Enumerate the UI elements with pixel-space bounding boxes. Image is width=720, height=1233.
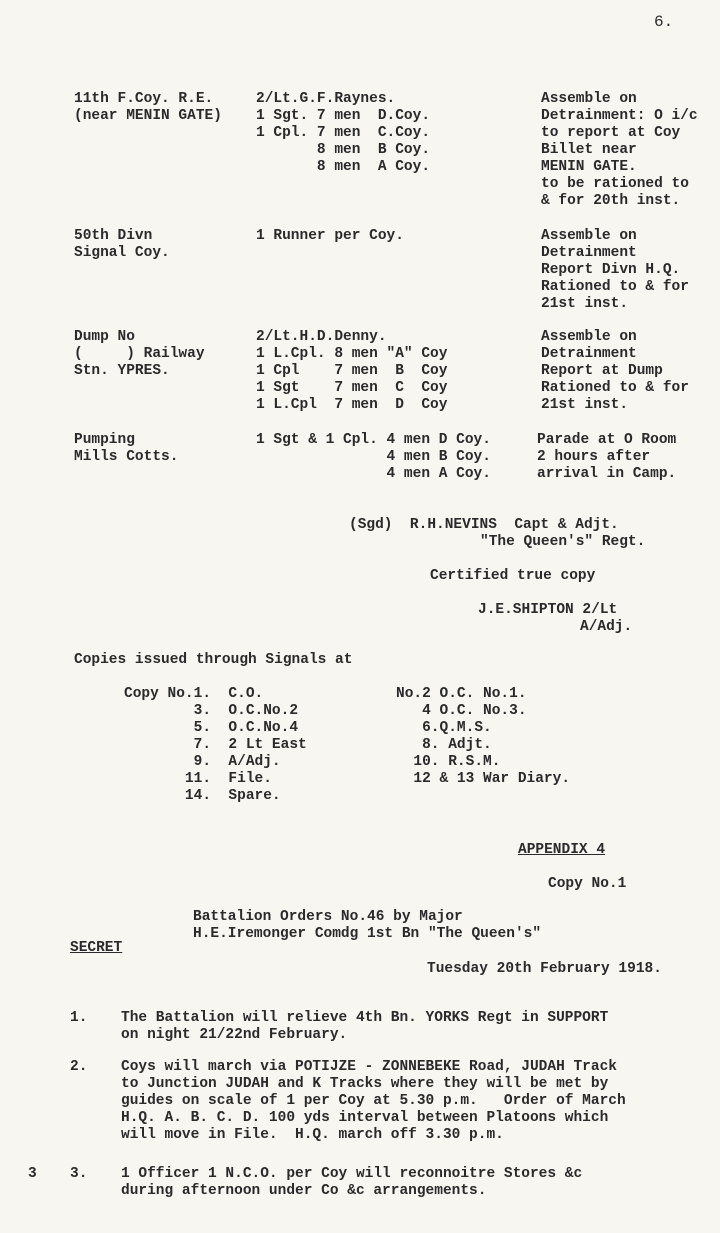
unit-name-line: 11th F.Coy. R.E. [74,91,214,107]
unit-note-line: to be rationed to [541,176,689,192]
unit-note-line: 2 hours after [537,449,651,465]
copy-entry: 11. File. [124,771,272,787]
copy-entry: 5. O.C.No.4 [124,720,299,736]
paragraph-line: will move in File. H.Q. march off 3.30 p.m. [121,1127,504,1143]
paragraph-line: The Battalion will relieve 4th Bn. YORKS Regt in SUPPORT [121,1010,609,1026]
copy-entry: No.2 O.C. No.1. [396,686,527,702]
unit-note-line: 21st inst. [541,296,629,312]
order-title: Battalion Orders No.46 by Major [193,909,463,925]
unit-name-line: Mills Cotts. [74,449,179,465]
certifier-title: A/Adj. [580,619,633,635]
unit-name-line: ( ) Railway [74,346,205,362]
paragraph-line: guides on scale of 1 per Coy at 5.30 p.m. Order of March [121,1093,626,1109]
order-title: H.E.Iremonger Comdg 1st Bn "The Queen's" [193,926,542,942]
unit-note-line: Report at Dump [541,363,663,379]
unit-note-line: Assemble on [541,91,637,107]
paragraph-line: during afternoon under Co &c arrangements. [121,1183,487,1199]
unit-men-line: 1 Cpl. 7 men C.Coy. [256,125,431,141]
unit-note-line: Report Divn H.Q. [541,262,681,278]
unit-men-line: 8 men B Coy. [256,142,431,158]
order-date: Tuesday 20th February 1918. [427,961,662,977]
unit-men-line: 1 Cpl 7 men B Coy [256,363,448,379]
unit-note-line: Detrainment [541,346,637,362]
unit-name-line: Pumping [74,432,135,448]
unit-note-line: MENIN GATE. [541,159,637,175]
unit-note-line: & for 20th inst. [541,193,681,209]
copy-number: Copy No.1 [548,876,627,892]
copy-entry: 10. R.S.M. [396,754,501,770]
unit-officer: 2/Lt.H.D.Denny. [256,329,387,345]
paragraph-line: to Junction JUDAH and K Tracks where they will be met by [121,1076,609,1092]
unit-note-line: Rationed to & for [541,380,689,396]
unit-note-line: Rationed to & for [541,279,689,295]
paragraph-number: 3. [70,1166,88,1182]
unit-men-line: 1 Runner per Coy. [256,228,404,244]
paragraph-number: 2. [70,1059,88,1075]
unit-note-line: Detrainment: O i/c [541,108,698,124]
paragraph-line: on night 21/22nd February. [121,1027,348,1043]
unit-men-line: 8 men A Coy. [256,159,431,175]
paragraph-number: 1. [70,1010,88,1026]
unit-men-line: 4 men A Coy. [256,466,491,482]
certified-true-copy: Certified true copy [430,568,596,584]
copies-heading: Copies issued through Signals at [74,652,353,668]
unit-men-line: 1 L.Cpl. 8 men "A" Coy [256,346,448,362]
unit-name-line: Signal Coy. [74,245,170,261]
unit-note-line: Billet near [541,142,637,158]
signature-line: (Sgd) R.H.NEVINS Capt & Adjt. [349,517,619,533]
unit-men-line: 1 Sgt & 1 Cpl. 4 men D Coy. [256,432,491,448]
unit-name-line: Stn. YPRES. [74,363,170,379]
secret-label: SECRET [70,940,123,956]
regiment-line: "The Queen's" Regt. [480,534,646,550]
unit-note-line: 21st inst. [541,397,629,413]
copy-entry: 7. 2 Lt East [124,737,307,753]
copy-entry: 4 O.C. No.3. [396,703,527,719]
copy-entry: 8. Adjt. [396,737,492,753]
unit-name-line: (near MENIN GATE) [74,108,222,124]
unit-name-line: Dump No [74,329,135,345]
copy-entry: 14. Spare. [124,788,281,804]
copy-entry: 6.Q.M.S. [396,720,492,736]
unit-men-line: 1 Sgt 7 men C Coy [256,380,448,396]
appendix-title: APPENDIX 4 [518,842,606,858]
copy-entry: Copy No.1. C.O. [124,686,264,702]
unit-officer: 2/Lt.G.F.Raynes. [256,91,396,107]
copy-entry: 12 & 13 War Diary. [396,771,571,787]
paragraph-line: 1 Officer 1 N.C.O. per Coy will reconnoitre Stores &c [121,1166,583,1182]
unit-men-line: 1 Sgt. 7 men D.Coy. [256,108,431,124]
unit-note-line: Assemble on [541,228,637,244]
unit-note-line: to report at Coy [541,125,681,141]
unit-note-line: Detrainment [541,245,637,261]
unit-note-line: arrival in Camp. [537,466,677,482]
paragraph-line: Coys will march via POTIJZE - ZONNEBEKE Road, JUDAH Track [121,1059,617,1075]
certifier-name: J.E.SHIPTON 2/Lt [478,602,618,618]
unit-note-line: Parade at O Room [537,432,677,448]
unit-name-line: 50th Divn [74,228,153,244]
unit-men-line: 1 L.Cpl 7 men D Coy [256,397,448,413]
unit-men-line: 4 men B Coy. [256,449,491,465]
margin-mark: 3 [28,1166,37,1182]
paragraph-line: H.Q. A. B. C. D. 100 yds interval between Platoons which [121,1110,609,1126]
copy-entry: 3. O.C.No.2 [124,703,299,719]
copy-entry: 9. A/Adj. [124,754,281,770]
unit-note-line: Assemble on [541,329,637,345]
page-number: 6. [654,13,674,31]
